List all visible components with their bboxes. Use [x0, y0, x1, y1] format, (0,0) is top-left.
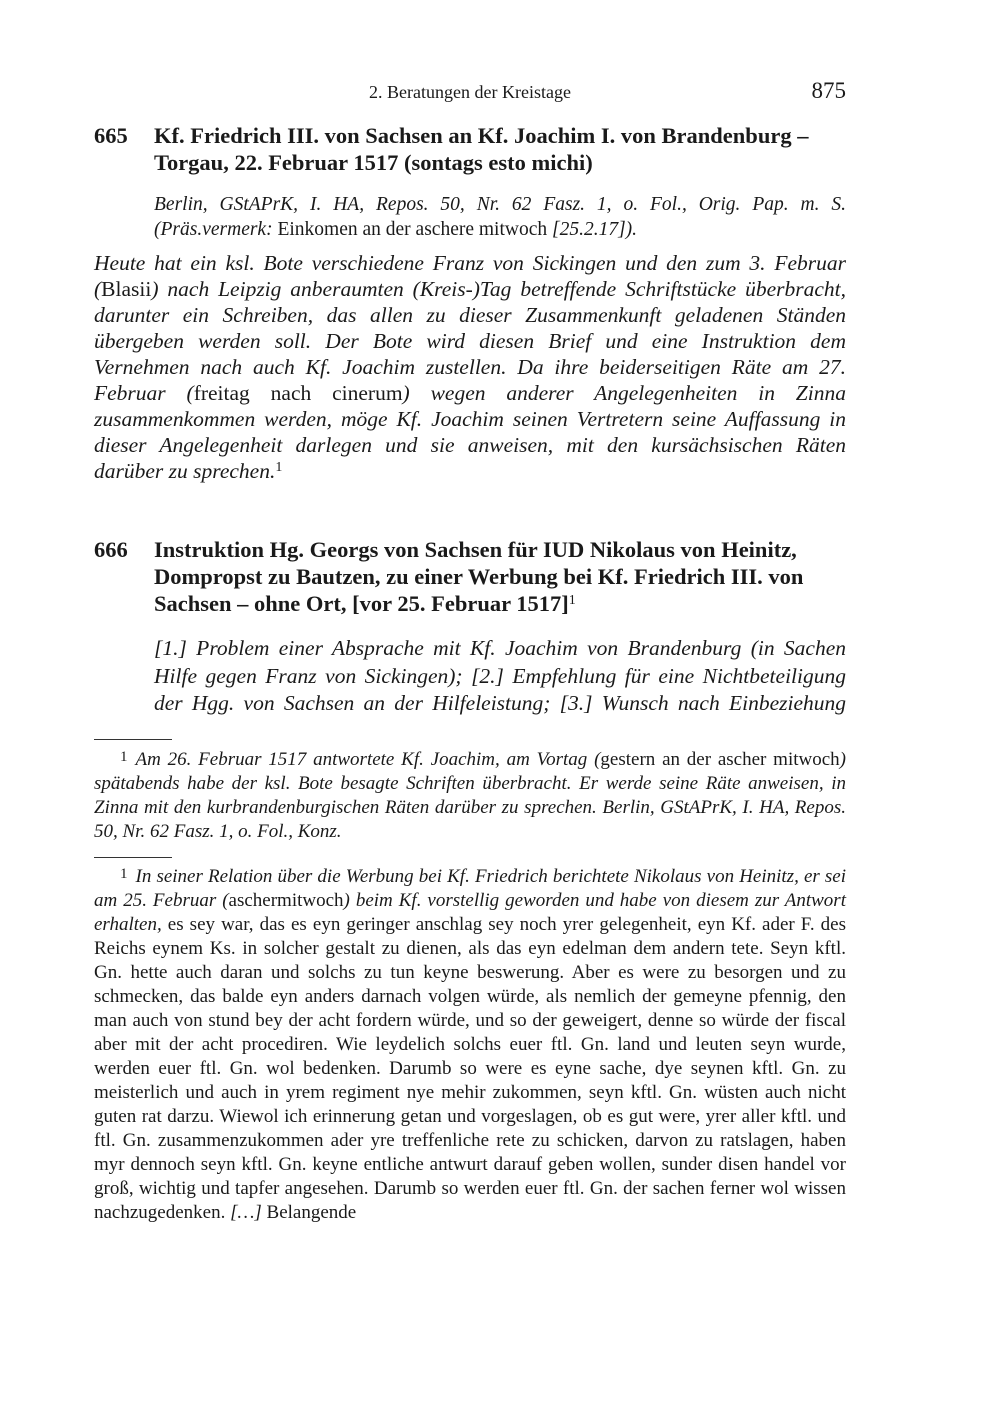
footnote-665 [94, 745, 846, 844]
source-citation: Berlin, GStAPrK, I. HA, Repos. 50, Nr. 62 Fasz. 1, o. Fol., Orig. Pap. m. S. (Präs.vermerk: [154, 194, 846, 240]
running-head [94, 80, 846, 110]
entry-665 [94, 122, 846, 484]
footnote-ellipsis: […] [230, 1202, 262, 1223]
page-number: 875 [811, 78, 846, 103]
footnote-quote: gestern an der ascher mitwoch [600, 749, 840, 770]
footnote-text: ) spätabends habe der ksl. Bote besagte Schriften überbracht. Er werde seine Räte anweisen, in Zinna mit den kurbrandenburgischen Räten darüber zu sprechen. Berlin, GStAPrK, I. HA, Repos. 50, Nr. 62 Fasz. 1, o. Fol., Konz. [94, 749, 846, 842]
summary-quote: Blasii [101, 277, 152, 301]
running-head-title: 2. Beratungen der Kreistage [369, 82, 571, 102]
footnote-reference[interactable]: 1 [568, 593, 576, 608]
summary-quote: freitag nach cinerum [193, 381, 403, 405]
entry-665-heading [94, 122, 846, 176]
footnote-reference[interactable]: 1 [275, 460, 283, 475]
entry-number: 666 [94, 537, 128, 562]
summary-text: ) wegen anderer Angelegenheiten in Zinna zusammenkommen werden, möge Kf. Joachim seinen Vertretern seine Auffassung in dieser Angelegenheit darlegen und sie anweisen, mit den kursächsischen Räten darüber zu sprechen. [94, 381, 846, 483]
entry-title [154, 536, 846, 617]
footnote-rule [94, 739, 172, 740]
entry-summary [94, 250, 846, 484]
source-quote: Einkomen an der aschere mitwoch [277, 219, 548, 240]
footnote-quote: Belangende [266, 1202, 357, 1223]
footnote-quote: es sey war, das es eyn geringer anschlag sey noch yrer gelegenheit, eyn Kf. ader F. des Reichs eynem Ks. in solcher gestalt zu dienen, als das eyn edelman dem andern tete. Seyn kftl. Gn. hette auch daran und solchs zu tun keyne beswerung. Aber es were zu besorgen und zu schmecken, das balde eyn anders darnach volgen würde, als nemlich der gemeyne pfennig, den man auch von stund bey der acht fordern würde, und so der geweigert, denne so würde der fiscal aber mit der acht procediren. Wie leydelich solchs euer ftl. Gn. land und leuten seyn wurde, werden euer ftl. Gn. wol bedenken. Darumb so were es eyne sache, dye seynen kftl. Gn. zu meisterlich und auch in yrem regiment nye mehir zukommen, seyn kftl. Gn. wüsten auch nicht guten rat darzu. Wiewol ich erinnerung getan und vorgeslagen, ob es gut were, yrer aller kftl. und ftl. Gn. zusammenzukommen ader yre treffenliche rete zu schicken, darvon zu ratslagen, haben myr dennoch seyn kftl. Gn. keyne entliche antwurt darauf geben wollen, sunder disen handel vor groß, wichtig und tapfer angesehen. Darumb so werden euer ftl. Gn. der sachen ferner wol wissen nachzugedenken. [94, 914, 846, 1223]
footnote-text: ) beim Kf. vorstellig geworden und habe von diesem zur Antwort erhalten, [94, 890, 846, 935]
footnote-quote: aschermitwoch [228, 890, 344, 911]
entry-title: Kf. Friedrich III. von Sachsen an Kf. Joachim I. von Brandenburg – Torgau, 22. Februar 1517 (sontags esto michi) [154, 123, 809, 175]
footnote-text: Am 26. Februar 1517 antwortete Kf. Joachim, am Vortag ( [135, 749, 601, 770]
document-page [94, 0, 846, 1418]
footnote-text: In seiner Relation über die Werbung bei Kf. Friedrich berichtete Nikolaus von Heinitz, er sei am 25. Februar ( [94, 866, 846, 911]
archival-source [154, 192, 846, 242]
footnote-mark: 1 [120, 866, 128, 882]
footnote-rule [94, 857, 172, 858]
summary-text: ) nach Leipzig anberaumten (Kreis-)Tag betreffende Schriftstücke überbracht, darunter ein Schreiben, das allen zu dieser Zusammenkunft geladenen Ständen übergeben werden soll. Der Bote wird diesen Brief und eine Instruktion dem Vernehmen nach auch Kf. Joachim zustellen. Da ihre beiderseitigen Räte am 27. Februar ( [94, 277, 846, 405]
entry-666 [94, 536, 846, 718]
entry-number: 665 [94, 123, 128, 148]
summary-text: Heute hat ein ksl. Bote verschiedene Franz von Sickingen und den zum 3. Februar ( [94, 251, 846, 301]
footnote-mark: 1 [120, 749, 128, 765]
entry-title-text: Instruktion Hg. Georgs von Sachsen für IUD Nikolaus von Heinitz, Dompropst zu Bautzen, zu einer Werbung bei Kf. Friedrich III. von Sachsen – ohne Ort, [vor 25. Februar 1517] [154, 537, 804, 616]
source-date: [25.2.17]). [552, 219, 638, 240]
footnote-666 [94, 862, 846, 1225]
entry-summary: [1.] Problem einer Absprache mit Kf. Joachim von Brandenburg (in Sachen Hilfe gegen Franz von Sickingen); [2.] Empfehlung für eine Nichtbeteiligung der Hgg. von Sachsen an der Hilfeleistung; [3.] Wunsch nach Einbeziehung [154, 636, 846, 715]
entry-666-heading [94, 536, 846, 617]
